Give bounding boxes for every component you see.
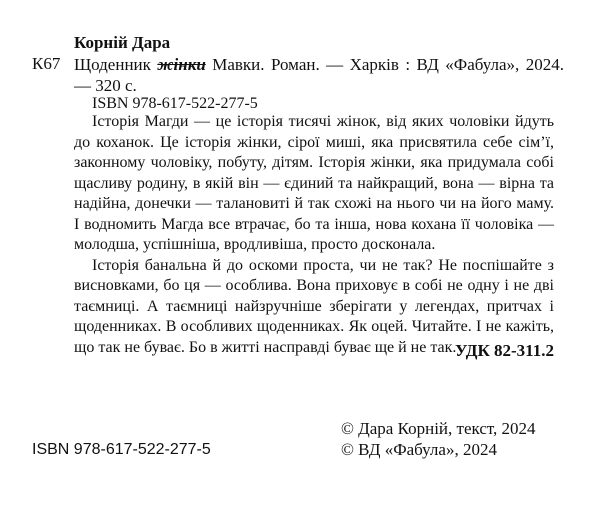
annotation [74, 112, 554, 358]
copyright-line-author: © Дара Корній, текст, 2024 [341, 419, 536, 438]
isbn-top: ISBN 978-617-522-277-5 [92, 95, 258, 112]
bibliographic-record [74, 54, 564, 96]
isbn-bottom: ISBN 978-617-522-277-5 [32, 441, 211, 458]
udk-code: УДК 82-311.2 [454, 341, 554, 360]
copyright-block [341, 418, 536, 460]
catalog-code: К67 [32, 54, 61, 73]
title-after: Мавки. Роман. — Харків : ВД «Фабула», 2024. — 320 с. [74, 55, 564, 95]
annotation-paragraph-2: Історія банальна й до оскоми проста, чи не так? Не поспішайте з висновками, бо ця — особлива. Вона приховує в собі не одну і не дві таємниці. А таємниці найзручніше зберігати у легендах, притчах і щоденниках. В особливих щоденниках. Як оцей. Читайте. І не кажіть, що так не буває. Бо в житті насправді буває ще й не так. [74, 256, 554, 356]
copyright-line-publisher: © ВД «Фабула», 2024 [341, 440, 497, 459]
author-name: Корній Дара [74, 33, 171, 52]
annotation-paragraph-1: Історія Магди — це історія тисячі жінок, від яких чоловіки йдуть до коханок. Це історія жінки, сірої миші, яка присвятила себе сім’ї, законному чоловіку, побуту, дітям. Історія жінки, яка придумала собі щасливу родину, в якій він — єдиний та найкращий, вона — вірна та надійна, донечки — талановиті й так схожі на нього чи на його маму. І водномить Магда все втрачає, бо та інша, нова кохана її чоловіка — молодша, успішніша, вродливіша, просто досконала. [74, 113, 554, 253]
title-before: Щоденник [74, 55, 158, 74]
title-struck-word: жінки [157, 55, 206, 74]
